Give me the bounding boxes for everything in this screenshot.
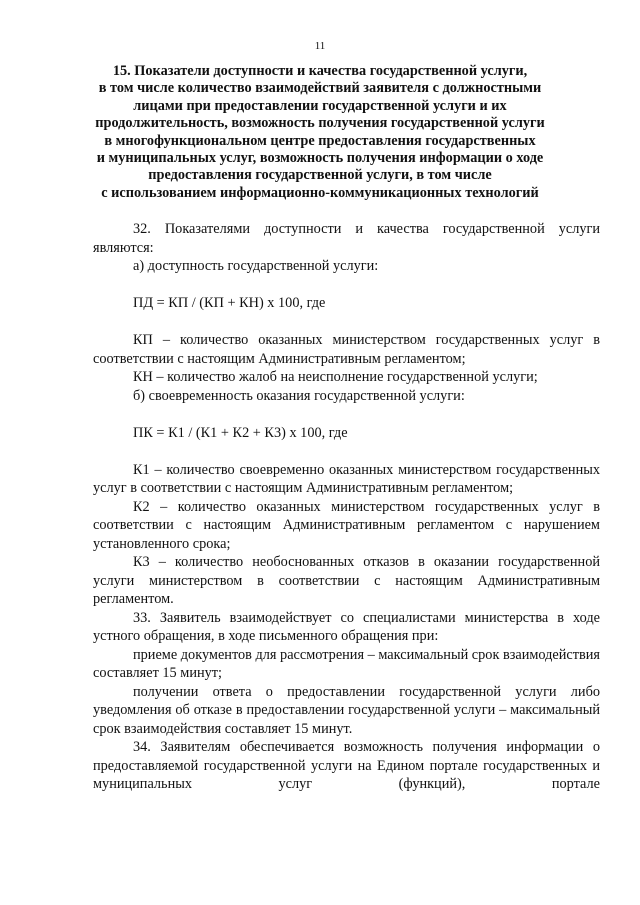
definition-k2: К2 – количество оказанных министерством государственных услуг в соответствии с настоящим Административным регламентом с нарушением установленного срока; — [93, 498, 600, 552]
heading-line: продолжительность, возможность получения государственной услуги — [95, 115, 545, 132]
item-b: б) своевременность оказания государственной услуги: — [133, 387, 465, 404]
definition-k3: К3 – количество необоснованных отказов в оказании государственной услуги министерством в соответствии с настоящим Административным регламентом. — [93, 554, 600, 607]
heading-line: и муниципальных услуг, возможность получения информации о ходе — [96, 150, 544, 167]
item-a: а) доступность государственной услуги: — [133, 258, 379, 274]
heading-line: с использованием информационно-коммуникационных технологий — [101, 184, 539, 201]
heading-line: в том числе количество взаимодействий заявителя с должностными — [98, 80, 542, 97]
document-body — [93, 220, 600, 794]
page-number: 11 — [314, 40, 326, 52]
definition-k1: К1 – количество своевременно оказанных министерством государственных услуг в соответствии с настоящим Административным регламентом; — [93, 461, 600, 496]
heading-line: 15. Показатели доступности и качества государственной услуги, — [112, 63, 528, 79]
heading-line: в многофункциональном центре предоставления государственных — [104, 132, 536, 149]
paragraph-33-answer: получении ответа о предоставлении государственной услуги либо уведомления об отказе в предоставлении государственной услуги – максимальный срок взаимодействия составляет 15 минут. — [93, 683, 600, 737]
definition-kp: КП – количество оказанных министерством государственных услуг в соответствии с настоящим Административным регламентом; — [93, 332, 600, 367]
section-heading — [92, 63, 548, 202]
heading-line: предоставления государственной услуги, в том числе — [148, 167, 492, 184]
paragraph-32: 32. Показателями доступности и качества государственной услуги являются: — [93, 221, 600, 256]
paragraph-34: 34. Заявителям обеспечивается возможность получения информации о предоставляемой государственной услуги на Едином портале государственных и муниципальных услуг (функций), портале — [93, 739, 600, 792]
paragraph-33: 33. Заявитель взаимодействует со специалистами министерства в ходе устного обращения, в ходе письменного обращения при: — [93, 609, 600, 644]
formula-pd: ПД = КП / (КП + КН) х 100, где — [133, 295, 326, 311]
paragraph-33-receipt: приеме документов для рассмотрения – максимальный срок взаимодействия составляет 15 минут; — [93, 646, 600, 681]
formula-pk: ПК = К1 / (К1 + К2 + К3) х 100, где — [133, 424, 348, 441]
heading-line: лицами при предоставлении государственной услуги и их — [133, 97, 507, 114]
definition-kn: КН – количество жалоб на неисполнение государственной услуги; — [133, 369, 538, 385]
